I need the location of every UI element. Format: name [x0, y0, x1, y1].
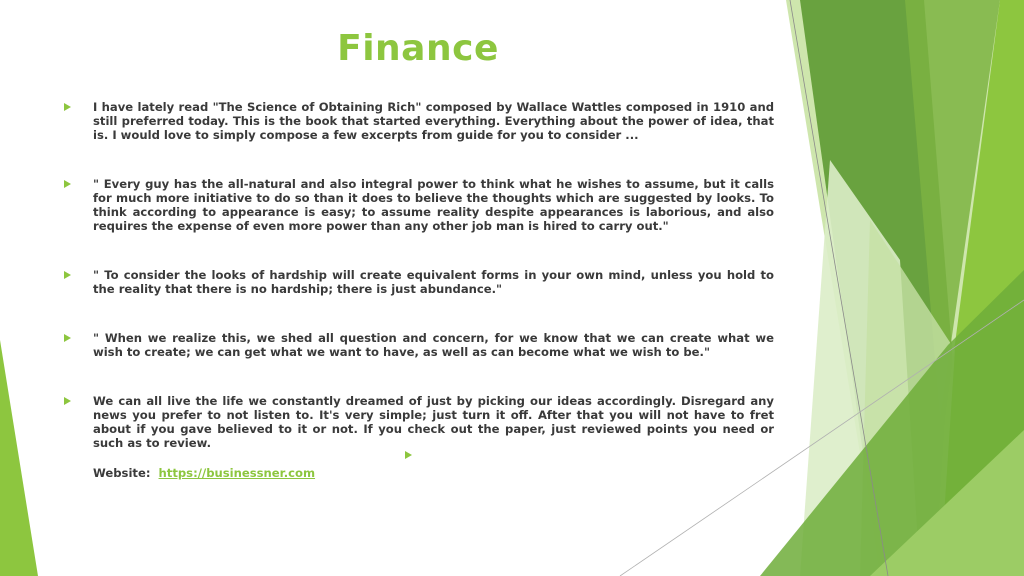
bullet-list: [62, 100, 774, 480]
bullet-text: I have lately read "The Science of Obtaining Rich" composed by Wallace Wattles composed in 1910 and still preferred today. This is the book that started everything. Everything about the power of idea, that is. I would love to simply compose a few excerpts from guide for you to consider ...: [93, 100, 774, 142]
left-sliver: [0, 340, 38, 576]
bullet-text: We can all live the life we constantly dreamed of just by picking our ideas accordingly. Disregard any news you prefer to not listen to. It's very simple; just turn it off. After that you will not have to fret about if you gave believed to it or not. If you check out the paper, just reviewed points you need or such as to review.: [93, 394, 774, 450]
website-label: Website:: [93, 466, 151, 480]
arrow-right-icon: [64, 271, 71, 279]
arrow-right-icon: [64, 397, 71, 405]
bullet-text: " To consider the looks of hardship will create equivalent forms in your own mind, unless you hold to the reality that there is no hardship; there is just abundance.": [93, 268, 774, 296]
website-line: [93, 466, 774, 480]
arrow-right-icon: [64, 180, 71, 188]
bullet-text: " When we realize this, we shed all question and concern, for we know that we can create what we wish to create; we can get what we want to have, as well as can become what we wish to be.": [93, 331, 774, 359]
bullet-item: [62, 268, 774, 296]
bullet-item: [62, 394, 774, 480]
bullet-item: [62, 100, 774, 142]
arrow-right-icon: [405, 451, 412, 459]
arrow-right-icon: [64, 334, 71, 342]
bullet-item: [62, 331, 774, 359]
slide-title: Finance: [337, 28, 499, 69]
arrow-right-icon: [64, 103, 71, 111]
bullet-item: [62, 177, 774, 233]
bullet-text: " Every guy has the all-natural and also integral power to think what he wishes to assume, but it calls for much more initiative to do so than it does to believe the thoughts which are suggested by looks. To think according to appearance is easy; to assume reality despite appearances is laborious, and also requires the expense of even more power than any other job man is hired to carry out.": [93, 177, 774, 233]
website-link[interactable]: https://businessner.com: [158, 466, 316, 480]
